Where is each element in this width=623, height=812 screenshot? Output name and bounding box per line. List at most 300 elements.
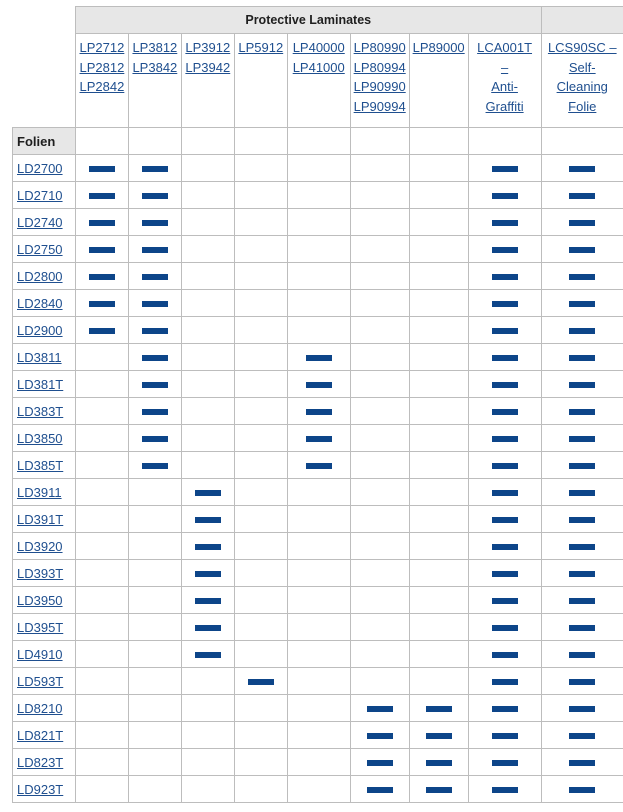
empty-cell [181, 290, 234, 317]
compatibility-mark-icon [142, 274, 168, 280]
empty-cell [409, 614, 468, 641]
empty-cell [287, 641, 350, 668]
compatible-cell [75, 209, 128, 236]
compatibility-mark-icon [492, 463, 518, 469]
product-link[interactable]: LP3912 [185, 40, 231, 55]
empty-cell [350, 506, 409, 533]
empty-cell [128, 587, 181, 614]
empty-cell [234, 236, 287, 263]
film-link[interactable]: LD593T [17, 673, 64, 689]
product-link[interactable]: LP80994 [353, 59, 406, 75]
film-link[interactable]: LD3911 [17, 484, 62, 500]
empty-cell [409, 668, 468, 695]
empty-cell [181, 452, 234, 479]
empty-cell [287, 560, 350, 587]
compatible-cell [468, 506, 541, 533]
corner-label: Folien [13, 128, 76, 155]
compatibility-mark-icon [569, 328, 595, 334]
empty-cell [287, 533, 350, 560]
empty-cell [287, 236, 350, 263]
empty-cell [409, 533, 468, 560]
empty-cell [234, 560, 287, 587]
compatibility-mark-icon [492, 652, 518, 658]
compatible-cell [181, 506, 234, 533]
film-link[interactable]: LD3850 [17, 430, 63, 446]
compatibility-mark-icon [142, 301, 168, 307]
compatible-cell [541, 668, 623, 695]
empty-cell [181, 263, 234, 290]
compatibility-mark-icon [569, 382, 595, 388]
empty-cell [128, 749, 181, 776]
empty-cell [350, 533, 409, 560]
empty-cell [409, 425, 468, 452]
table-row [13, 560, 623, 587]
compatible-cell [181, 560, 234, 587]
empty-cell [75, 533, 128, 560]
empty-cell [75, 371, 128, 398]
group-header-continuation [541, 7, 623, 34]
compatibility-mark-icon [569, 544, 595, 550]
compatible-cell [541, 263, 623, 290]
empty-cell [128, 695, 181, 722]
compatibility-mark-icon [492, 625, 518, 631]
film-link[interactable]: LD393T [17, 565, 64, 581]
film-link[interactable]: LD2700 [17, 160, 63, 176]
compatible-cell [468, 749, 541, 776]
compatible-cell [468, 155, 541, 182]
film-link[interactable]: LD391T [17, 511, 64, 527]
compatibility-mark-icon [569, 355, 595, 361]
empty-cell [287, 182, 350, 209]
compatibility-mark-icon [492, 490, 518, 496]
compatible-cell [541, 506, 623, 533]
empty-cell [75, 695, 128, 722]
compatibility-mark-icon [195, 490, 221, 496]
compatible-cell [287, 398, 350, 425]
empty-cell [75, 776, 128, 803]
empty-cell [75, 587, 128, 614]
compatibility-mark-icon [248, 679, 274, 685]
empty-cell [234, 182, 287, 209]
empty-cell [409, 236, 468, 263]
row-header [13, 479, 76, 506]
empty-cell [234, 398, 287, 425]
compatibility-mark-icon [195, 652, 221, 658]
empty-cell [409, 452, 468, 479]
empty-cell [287, 506, 350, 533]
product-link[interactable]: – [500, 59, 509, 75]
empty-cell [234, 533, 287, 560]
empty-cell [287, 209, 350, 236]
empty-cell [409, 182, 468, 209]
compatibility-mark-icon [367, 733, 393, 739]
column-header-c5 [287, 34, 350, 128]
empty-cell [181, 668, 234, 695]
row-header [13, 425, 76, 452]
empty-cell [350, 614, 409, 641]
empty-cell [409, 371, 468, 398]
empty-cell [350, 263, 409, 290]
table-row [13, 236, 623, 263]
compatible-cell [350, 749, 409, 776]
empty-cell [181, 722, 234, 749]
compatibility-mark-icon [492, 517, 518, 523]
compatible-cell [409, 776, 468, 803]
product-link[interactable]: LP41000 [292, 59, 345, 75]
empty-cell [234, 128, 287, 155]
compatible-cell [468, 371, 541, 398]
compatibility-mark-icon [89, 301, 115, 307]
row-header [13, 209, 76, 236]
compatibility-mark-icon [569, 274, 595, 280]
compatibility-mark-icon [142, 166, 168, 172]
film-link[interactable]: LD385T [17, 457, 64, 473]
row-header [13, 452, 76, 479]
compatible-cell [468, 614, 541, 641]
empty-cell [287, 668, 350, 695]
empty-cell [409, 560, 468, 587]
compatible-cell [75, 155, 128, 182]
product-link[interactable]: LP90994 [353, 98, 406, 114]
table-row [13, 290, 623, 317]
product-link[interactable]: Graffiti [485, 98, 524, 114]
compatible-cell [468, 560, 541, 587]
row-header [13, 668, 76, 695]
compatible-cell [541, 587, 623, 614]
product-link[interactable]: LP5912 [238, 40, 284, 55]
empty-cell [234, 587, 287, 614]
empty-cell [287, 479, 350, 506]
empty-cell [234, 506, 287, 533]
compatible-cell [128, 425, 181, 452]
compatible-cell [541, 398, 623, 425]
empty-cell [128, 776, 181, 803]
product-link[interactable]: LP2812 [79, 59, 125, 75]
film-link[interactable]: LD2900 [17, 322, 63, 338]
film-link[interactable]: LD3950 [17, 592, 63, 608]
compatible-cell [128, 155, 181, 182]
empty-cell [128, 479, 181, 506]
row-header [13, 371, 76, 398]
table-row [13, 209, 623, 236]
empty-cell [234, 290, 287, 317]
product-link[interactable]: LP80990 [353, 40, 406, 55]
compatibility-mark-icon [306, 463, 332, 469]
compatible-cell [128, 371, 181, 398]
film-link[interactable]: LD8210 [17, 700, 63, 716]
empty-cell [75, 506, 128, 533]
empty-cell [350, 182, 409, 209]
empty-cell [350, 425, 409, 452]
compatibility-mark-icon [89, 328, 115, 334]
compatibility-mark-icon [492, 301, 518, 307]
compatible-cell [468, 344, 541, 371]
empty-cell [350, 236, 409, 263]
compatibility-mark-icon [89, 274, 115, 280]
product-link[interactable]: LP90990 [353, 79, 406, 94]
compatible-cell [287, 371, 350, 398]
compatibility-mark-icon [195, 625, 221, 631]
compatible-cell [541, 209, 623, 236]
compatible-cell [128, 182, 181, 209]
compatibility-mark-icon [367, 787, 393, 793]
compatibility-mark-icon [569, 301, 595, 307]
product-link[interactable]: LP3942 [185, 59, 231, 75]
empty-cell [287, 128, 350, 155]
product-link[interactable]: LCS90SC – [547, 40, 617, 55]
row-header [13, 290, 76, 317]
product-link[interactable]: Self- [568, 59, 596, 75]
compatibility-mark-icon [569, 733, 595, 739]
compatible-cell [75, 182, 128, 209]
compatibility-mark-icon [569, 652, 595, 658]
film-link[interactable]: LD381T [17, 376, 64, 392]
empty-cell [350, 290, 409, 317]
compatibility-mark-icon [195, 598, 221, 604]
empty-cell [409, 587, 468, 614]
blank-corner-top [13, 7, 76, 34]
compatibility-mark-icon [89, 220, 115, 226]
compatibility-mark-icon [367, 706, 393, 712]
empty-cell [75, 425, 128, 452]
empty-cell [350, 587, 409, 614]
row-header [13, 236, 76, 263]
compatible-cell [468, 479, 541, 506]
film-link[interactable]: LD2840 [17, 295, 63, 311]
film-link[interactable]: LD4910 [17, 646, 63, 662]
compatibility-mark-icon [492, 166, 518, 172]
empty-cell [181, 425, 234, 452]
empty-cell [409, 506, 468, 533]
compatible-cell [181, 587, 234, 614]
empty-cell [409, 479, 468, 506]
table-row [13, 479, 623, 506]
compatibility-mark-icon [306, 436, 332, 442]
compatible-cell [128, 452, 181, 479]
row-header [13, 722, 76, 749]
compatible-cell [468, 236, 541, 263]
product-link[interactable]: Folie [568, 98, 597, 114]
empty-cell [409, 641, 468, 668]
compatible-cell [541, 290, 623, 317]
empty-cell [75, 344, 128, 371]
empty-cell [234, 641, 287, 668]
compatibility-mark-icon [492, 247, 518, 253]
compatible-cell [287, 452, 350, 479]
compatible-cell [468, 668, 541, 695]
compatibility-mark-icon [492, 598, 518, 604]
empty-cell [234, 425, 287, 452]
empty-cell [234, 371, 287, 398]
compatibility-mark-icon [492, 355, 518, 361]
empty-cell [181, 128, 234, 155]
row-header [13, 398, 76, 425]
compatibility-mark-icon [142, 409, 168, 415]
product-link[interactable]: Cleaning [556, 79, 608, 94]
product-link[interactable]: LP89000 [412, 40, 465, 55]
compatible-cell [350, 722, 409, 749]
empty-cell [234, 452, 287, 479]
empty-cell [181, 695, 234, 722]
empty-cell [128, 533, 181, 560]
compatible-cell [468, 182, 541, 209]
empty-cell [75, 452, 128, 479]
empty-cell [350, 560, 409, 587]
product-link[interactable]: LP3842 [132, 59, 178, 75]
empty-cell [234, 344, 287, 371]
compatibility-mark-icon [569, 436, 595, 442]
compatible-cell [541, 479, 623, 506]
compatibility-mark-icon [142, 436, 168, 442]
empty-cell [409, 263, 468, 290]
compatibility-mark-icon [492, 220, 518, 226]
empty-cell [350, 371, 409, 398]
product-link[interactable]: LCA001T [477, 40, 533, 55]
compatibility-mark-icon [569, 598, 595, 604]
row-header [13, 560, 76, 587]
empty-cell [181, 236, 234, 263]
empty-cell [350, 209, 409, 236]
compatible-cell [128, 344, 181, 371]
table-row [13, 776, 623, 803]
empty-cell [287, 776, 350, 803]
compatible-cell [468, 722, 541, 749]
film-link[interactable]: LD821T [17, 727, 64, 743]
compatible-cell [468, 695, 541, 722]
compatible-cell [409, 695, 468, 722]
film-link[interactable]: LD2800 [17, 268, 63, 284]
compatible-cell [409, 722, 468, 749]
row-header [13, 155, 76, 182]
compatibility-mark-icon [492, 787, 518, 793]
compatible-cell [350, 776, 409, 803]
film-link[interactable]: LD3920 [17, 538, 63, 554]
empty-cell [350, 128, 409, 155]
compatible-cell [350, 695, 409, 722]
compatible-cell [468, 641, 541, 668]
compatibility-mark-icon [569, 193, 595, 199]
compatibility-mark-icon [569, 679, 595, 685]
empty-cell [128, 506, 181, 533]
product-header-row [13, 34, 623, 128]
film-link[interactable]: LD823T [17, 754, 64, 770]
film-link[interactable]: LD2740 [17, 214, 63, 230]
column-header-c1 [75, 34, 128, 128]
compatible-cell [541, 614, 623, 641]
compatible-cell [128, 290, 181, 317]
compatibility-mark-icon [492, 382, 518, 388]
empty-cell [234, 209, 287, 236]
compatible-cell [468, 209, 541, 236]
compatible-cell [128, 398, 181, 425]
compatible-cell [541, 236, 623, 263]
compatible-cell [468, 317, 541, 344]
compatibility-mark-icon [426, 787, 452, 793]
empty-cell [181, 749, 234, 776]
empty-cell [75, 722, 128, 749]
product-link[interactable]: LP40000 [292, 40, 345, 55]
group-header-row [13, 7, 623, 34]
product-link[interactable]: LP2842 [79, 79, 125, 94]
compatibility-mark-icon [492, 436, 518, 442]
compatible-cell [409, 749, 468, 776]
compatible-cell [468, 776, 541, 803]
empty-cell [350, 344, 409, 371]
compatible-cell [541, 317, 623, 344]
empty-cell [234, 695, 287, 722]
table-row [13, 371, 623, 398]
empty-cell [409, 290, 468, 317]
empty-cell [234, 776, 287, 803]
film-link[interactable]: LD2750 [17, 241, 63, 257]
compatible-cell [287, 344, 350, 371]
compatibility-mark-icon [492, 544, 518, 550]
compatible-cell [181, 533, 234, 560]
empty-cell [234, 155, 287, 182]
empty-cell [75, 398, 128, 425]
compatibility-mark-icon [569, 490, 595, 496]
film-link[interactable]: LD3811 [17, 349, 62, 365]
group-header: Protective Laminates [75, 7, 541, 34]
row-header [13, 695, 76, 722]
compatible-cell [75, 317, 128, 344]
compatible-cell [541, 722, 623, 749]
film-link[interactable]: LD923T [17, 781, 64, 797]
empty-cell [350, 668, 409, 695]
compatibility-grid [13, 128, 623, 803]
compatible-cell [541, 425, 623, 452]
empty-cell [350, 452, 409, 479]
compatibility-mark-icon [426, 706, 452, 712]
empty-cell [234, 263, 287, 290]
column-header-c6 [350, 34, 409, 128]
compatibility-mark-icon [426, 733, 452, 739]
table-row [13, 749, 623, 776]
compatible-cell [468, 452, 541, 479]
film-link[interactable]: LD2710 [17, 187, 63, 203]
compatibility-mark-icon [426, 760, 452, 766]
empty-cell [75, 614, 128, 641]
compatible-cell [541, 695, 623, 722]
product-link[interactable]: Anti- [491, 79, 518, 94]
empty-cell [128, 560, 181, 587]
empty-cell [409, 155, 468, 182]
blank-corner-mid [13, 34, 76, 128]
product-link[interactable]: LP3812 [132, 40, 178, 55]
film-link[interactable]: LD395T [17, 619, 64, 635]
table-row [13, 344, 623, 371]
empty-cell [541, 128, 623, 155]
empty-cell [350, 641, 409, 668]
compatible-cell [234, 668, 287, 695]
compatible-cell [541, 371, 623, 398]
empty-cell [409, 317, 468, 344]
compatibility-mark-icon [492, 706, 518, 712]
empty-cell [234, 722, 287, 749]
compatible-cell [468, 533, 541, 560]
product-link[interactable]: LP2712 [79, 40, 125, 55]
table-row [13, 695, 623, 722]
compatible-cell [181, 641, 234, 668]
empty-cell [234, 749, 287, 776]
empty-cell [75, 479, 128, 506]
empty-cell [128, 722, 181, 749]
compatibility-mark-icon [492, 733, 518, 739]
film-link[interactable]: LD383T [17, 403, 64, 419]
table-row [13, 533, 623, 560]
table-row [13, 641, 623, 668]
empty-cell [350, 479, 409, 506]
